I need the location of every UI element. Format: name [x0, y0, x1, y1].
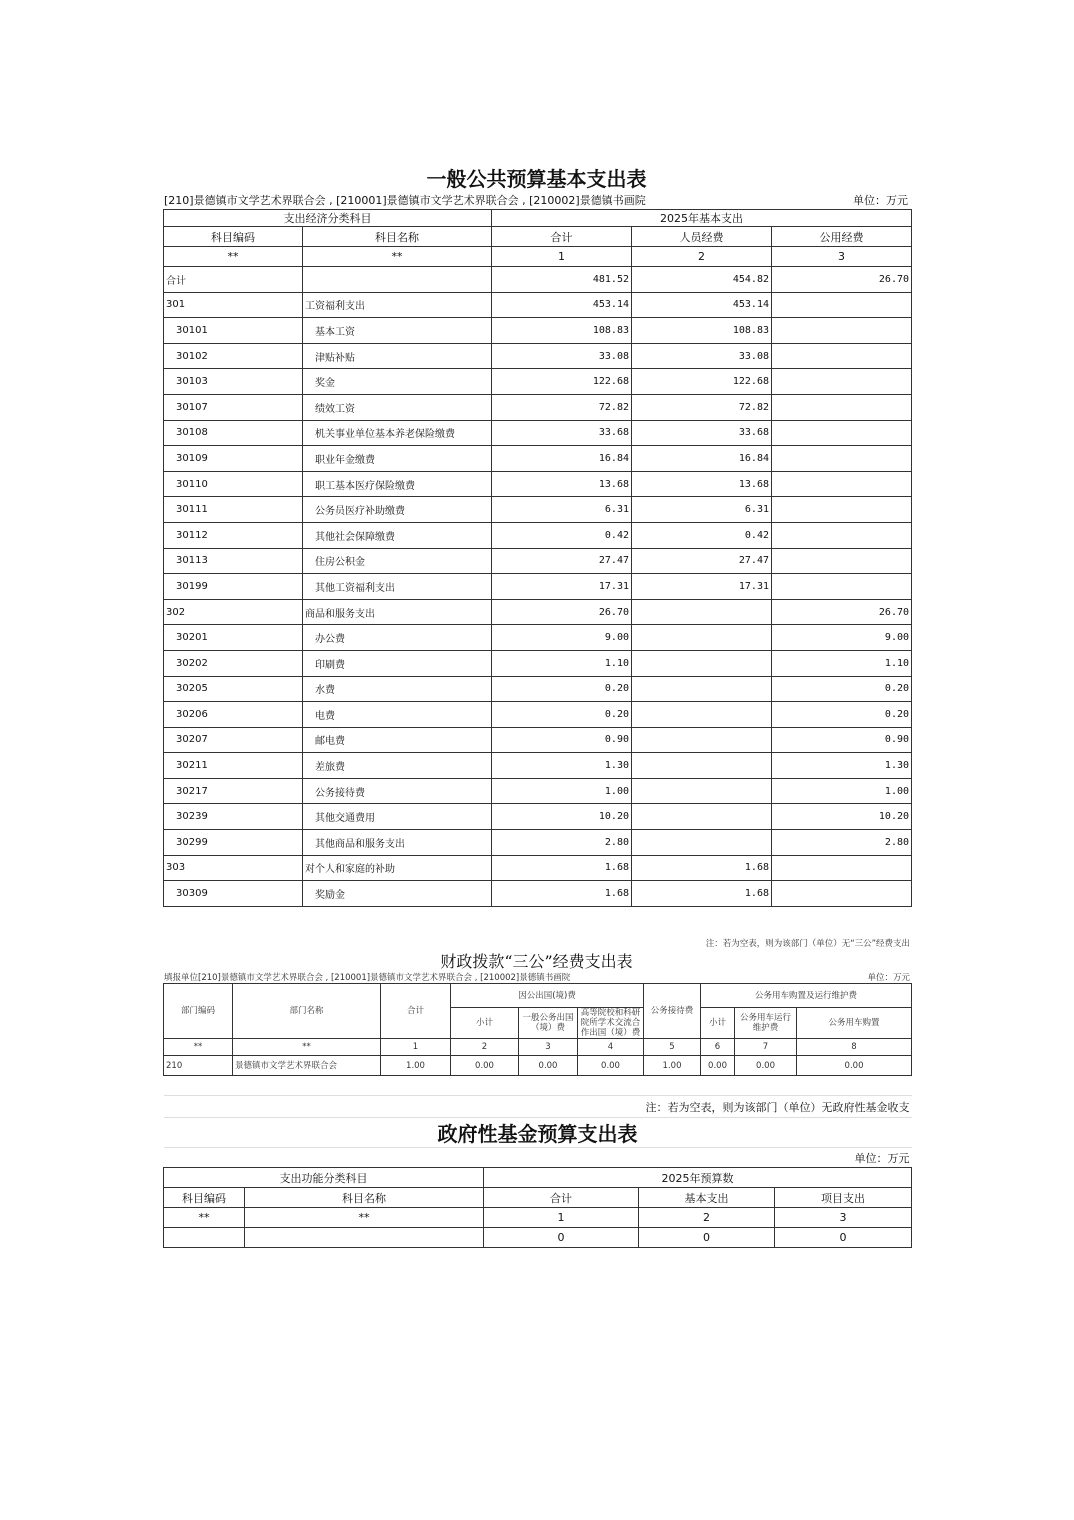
subject-code: 30239: [164, 804, 303, 830]
total-value: 108.83: [492, 318, 632, 344]
table-row: [164, 778, 912, 804]
table-row: [164, 830, 912, 856]
subheader: 公务用车运行维护费: [735, 1008, 797, 1039]
subject-code: 30211: [164, 753, 303, 779]
public-value: 26.70: [772, 599, 912, 625]
data-cell: [245, 1228, 484, 1248]
personnel-value: 27.47: [632, 548, 772, 574]
public-value: [772, 548, 912, 574]
subject-code: 30199: [164, 574, 303, 600]
subheader: 小计: [701, 1008, 735, 1039]
column-index: **: [245, 1208, 484, 1228]
table-row: [164, 497, 912, 523]
subject-name: 职业年金缴费: [303, 446, 492, 472]
subject-code: 302: [164, 599, 303, 625]
column-index: 3: [772, 247, 912, 267]
table-row: [164, 471, 912, 497]
personnel-value: [632, 625, 772, 651]
subject-name: 住房公积金: [303, 548, 492, 574]
subject-name: 奖金: [303, 369, 492, 395]
public-value: 2.80: [772, 830, 912, 856]
table-row: [164, 804, 912, 830]
public-value: [772, 855, 912, 881]
public-value: [772, 471, 912, 497]
column-index: 2: [632, 247, 772, 267]
column-index: 7: [735, 1039, 797, 1056]
personnel-value: 1.68: [632, 855, 772, 881]
table2-unit: 单位：万元: [867, 973, 910, 983]
personnel-value: [632, 727, 772, 753]
column-index: 3: [775, 1208, 912, 1228]
total-value: 27.47: [492, 548, 632, 574]
header-total: 合计: [381, 984, 451, 1039]
table3-title: 政府性基金预算支出表: [164, 1118, 912, 1148]
data-cell: 0.00: [735, 1056, 797, 1076]
total-value: 13.68: [492, 471, 632, 497]
table-row: [164, 267, 912, 293]
table-row: [164, 292, 912, 318]
table3-unit: 单位：万元: [164, 1148, 912, 1168]
table-row: [164, 369, 912, 395]
personnel-value: 33.08: [632, 343, 772, 369]
subject-code: 30102: [164, 343, 303, 369]
subject-name: 机关事业单位基本养老保险缴费: [303, 420, 492, 446]
column-index: 4: [578, 1039, 644, 1056]
public-value: [772, 343, 912, 369]
column-header: 科目名称: [303, 227, 492, 247]
public-value: [772, 394, 912, 420]
subject-name: 津贴补贴: [303, 343, 492, 369]
total-value: 1.68: [492, 855, 632, 881]
public-value: 10.20: [772, 804, 912, 830]
personnel-value: [632, 650, 772, 676]
column-index: **: [233, 1039, 381, 1056]
header-abroad: 因公出国(境)费: [451, 984, 644, 1008]
data-cell: 景德镇市文学艺术界联合会: [233, 1056, 381, 1076]
subject-name: 差旅费: [303, 753, 492, 779]
public-value: 9.00: [772, 625, 912, 651]
group-header: 2025年基本支出: [492, 210, 912, 227]
subject-code: 30202: [164, 650, 303, 676]
total-value: 2.80: [492, 830, 632, 856]
table-row: [164, 522, 912, 548]
data-cell: 210: [164, 1056, 233, 1076]
header-code: 部门编码: [164, 984, 233, 1039]
personnel-value: [632, 830, 772, 856]
subject-code: 301: [164, 292, 303, 318]
public-value: [772, 497, 912, 523]
column-header: 科目名称: [245, 1188, 484, 1208]
subject-code: 30309: [164, 881, 303, 907]
personnel-value: [632, 804, 772, 830]
column-index: 6: [701, 1039, 735, 1056]
general-budget-table: [163, 209, 912, 907]
subject-name: 奖励金: [303, 881, 492, 907]
table-row: [164, 394, 912, 420]
public-value: [772, 446, 912, 472]
table-row: [164, 881, 912, 907]
total-value: 1.00: [492, 778, 632, 804]
subject-name: 公务员医疗补助缴费: [303, 497, 492, 523]
total-value: 72.82: [492, 394, 632, 420]
subject-code: 30111: [164, 497, 303, 523]
data-cell: 0.00: [519, 1056, 578, 1076]
subheader: 公务用车购置: [797, 1008, 912, 1039]
total-value: 33.08: [492, 343, 632, 369]
public-value: 1.10: [772, 650, 912, 676]
subject-code: 30101: [164, 318, 303, 344]
data-cell: 0.00: [451, 1056, 519, 1076]
table-row: [164, 727, 912, 753]
header-reception: 公务接待费: [644, 984, 701, 1039]
column-index: 1: [381, 1039, 451, 1056]
data-cell: 0: [484, 1228, 639, 1248]
subject-code: 30108: [164, 420, 303, 446]
personnel-value: 13.68: [632, 471, 772, 497]
subject-name: [303, 267, 492, 293]
total-value: 16.84: [492, 446, 632, 472]
data-cell: 0: [775, 1228, 912, 1248]
personnel-value: 454.82: [632, 267, 772, 293]
personnel-value: 122.68: [632, 369, 772, 395]
column-index: 5: [644, 1039, 701, 1056]
total-value: 0.42: [492, 522, 632, 548]
personnel-value: [632, 702, 772, 728]
subject-name: 邮电费: [303, 727, 492, 753]
public-value: [772, 318, 912, 344]
subject-name: 电费: [303, 702, 492, 728]
personnel-value: 108.83: [632, 318, 772, 344]
table-row: [164, 625, 912, 651]
public-value: [772, 292, 912, 318]
personnel-value: 33.68: [632, 420, 772, 446]
table1-unit-scope: [210]景德镇市文学艺术界联合会 , [210001]景德镇市文学艺术界联合会 , [210002]景德镇书画院: [164, 194, 646, 207]
total-value: 1.10: [492, 650, 632, 676]
subject-name: 绩效工资: [303, 394, 492, 420]
subject-code: 30107: [164, 394, 303, 420]
subject-code: 30110: [164, 471, 303, 497]
column-index: 2: [451, 1039, 519, 1056]
public-value: [772, 574, 912, 600]
column-header: 科目编码: [164, 227, 303, 247]
group-header: 支出功能分类科目: [164, 1168, 484, 1188]
subject-name: 基本工资: [303, 318, 492, 344]
public-value: 0.90: [772, 727, 912, 753]
total-value: 453.14: [492, 292, 632, 318]
table-row: [164, 676, 912, 702]
subject-code: 30299: [164, 830, 303, 856]
personnel-value: 6.31: [632, 497, 772, 523]
subject-name: 公务接待费: [303, 778, 492, 804]
public-value: 1.00: [772, 778, 912, 804]
public-value: 26.70: [772, 267, 912, 293]
table-row: [164, 855, 912, 881]
personnel-value: [632, 753, 772, 779]
column-header: 基本支出: [639, 1188, 775, 1208]
column-header: 人员经费: [632, 227, 772, 247]
column-index: 2: [639, 1208, 775, 1228]
column-header: 合计: [484, 1188, 639, 1208]
public-value: 0.20: [772, 702, 912, 728]
total-value: 26.70: [492, 599, 632, 625]
subheader: 小计: [451, 1008, 519, 1039]
column-header: 科目编码: [164, 1188, 245, 1208]
column-index: **: [303, 247, 492, 267]
subject-code: 30206: [164, 702, 303, 728]
table-row: [164, 650, 912, 676]
column-index: **: [164, 1208, 245, 1228]
subject-code: 30217: [164, 778, 303, 804]
total-value: 0.20: [492, 676, 632, 702]
public-value: 1.30: [772, 753, 912, 779]
data-cell: 1.00: [381, 1056, 451, 1076]
column-header: 公用经费: [772, 227, 912, 247]
data-cell: [164, 1228, 245, 1248]
column-index: 1: [492, 247, 632, 267]
subject-code: 合计: [164, 267, 303, 293]
table-row: [164, 753, 912, 779]
subject-code: 30109: [164, 446, 303, 472]
data-cell: 1.00: [644, 1056, 701, 1076]
table1-unit: 单位：万元: [853, 194, 908, 207]
table-row: [164, 702, 912, 728]
column-header: 项目支出: [775, 1188, 912, 1208]
subject-code: 30113: [164, 548, 303, 574]
subject-name: 职工基本医疗保险缴费: [303, 471, 492, 497]
total-value: 122.68: [492, 369, 632, 395]
subject-name: 对个人和家庭的补助: [303, 855, 492, 881]
total-value: 481.52: [492, 267, 632, 293]
total-value: 1.68: [492, 881, 632, 907]
personnel-value: 1.68: [632, 881, 772, 907]
total-value: 0.20: [492, 702, 632, 728]
personnel-value: [632, 599, 772, 625]
total-value: 33.68: [492, 420, 632, 446]
column-index: 3: [519, 1039, 578, 1056]
public-value: [772, 369, 912, 395]
public-value: [772, 522, 912, 548]
table-row: [164, 343, 912, 369]
total-value: 17.31: [492, 574, 632, 600]
total-value: 0.90: [492, 727, 632, 753]
subject-code: 30201: [164, 625, 303, 651]
government-fund-table: [163, 1095, 912, 1248]
header-car: 公务用车购置及运行维护费: [701, 984, 912, 1008]
table-row: [164, 548, 912, 574]
subject-name: 印刷费: [303, 650, 492, 676]
table-row: [164, 420, 912, 446]
subject-name: 其他社会保障缴费: [303, 522, 492, 548]
subheader: 高等院校和科研院所学术交流合作出国（境）费: [578, 1008, 644, 1039]
column-index: **: [164, 1039, 233, 1056]
table-row: [164, 446, 912, 472]
subject-code: 30205: [164, 676, 303, 702]
public-value: [772, 420, 912, 446]
column-header: 合计: [492, 227, 632, 247]
header-name: 部门名称: [233, 984, 381, 1039]
data-cell: 0.00: [578, 1056, 644, 1076]
data-cell: 0.00: [701, 1056, 735, 1076]
subheader: 一般公务出国（境）费: [519, 1008, 578, 1039]
total-value: 6.31: [492, 497, 632, 523]
data-cell: 0: [639, 1228, 775, 1248]
subject-code: 30207: [164, 727, 303, 753]
subject-name: 办公费: [303, 625, 492, 651]
public-value: [772, 881, 912, 907]
total-value: 9.00: [492, 625, 632, 651]
personnel-value: 72.82: [632, 394, 772, 420]
group-header: 2025年预算数: [484, 1168, 912, 1188]
personnel-value: [632, 778, 772, 804]
table2-title: 财政拨款“三公”经费支出表: [440, 952, 633, 971]
table2-unit-scope: 填报单位[210]景德镇市文学艺术界联合会 , [210001]景德镇市文学艺术界联合会 , [210002]景德镇书画院: [164, 973, 571, 983]
table-row: [164, 574, 912, 600]
subject-name: 商品和服务支出: [303, 599, 492, 625]
three-public-expenses-table: [163, 983, 912, 1076]
data-cell: 0.00: [797, 1056, 912, 1076]
personnel-value: 453.14: [632, 292, 772, 318]
group-header: 支出经济分类科目: [164, 210, 492, 227]
personnel-value: 0.42: [632, 522, 772, 548]
table2-note: 注：若为空表，则为该部门（单位）无“三公”经费支出: [705, 939, 910, 949]
column-index: 1: [484, 1208, 639, 1228]
subject-code: 30103: [164, 369, 303, 395]
subject-name: 水费: [303, 676, 492, 702]
table1-title: 一般公共预算基本支出表: [426, 167, 647, 191]
personnel-value: 16.84: [632, 446, 772, 472]
public-value: 0.20: [772, 676, 912, 702]
personnel-value: [632, 676, 772, 702]
subject-name: 其他商品和服务支出: [303, 830, 492, 856]
column-index: 8: [797, 1039, 912, 1056]
subject-code: 30112: [164, 522, 303, 548]
subject-name: 工资福利支出: [303, 292, 492, 318]
column-index: **: [164, 247, 303, 267]
subject-name: 其他交通费用: [303, 804, 492, 830]
subject-name: 其他工资福利支出: [303, 574, 492, 600]
total-value: 1.30: [492, 753, 632, 779]
table-row: [164, 318, 912, 344]
table-row: [164, 599, 912, 625]
table3-note: 注：若为空表，则为该部门（单位）无政府性基金收支: [164, 1096, 912, 1118]
personnel-value: 17.31: [632, 574, 772, 600]
subject-code: 303: [164, 855, 303, 881]
total-value: 10.20: [492, 804, 632, 830]
